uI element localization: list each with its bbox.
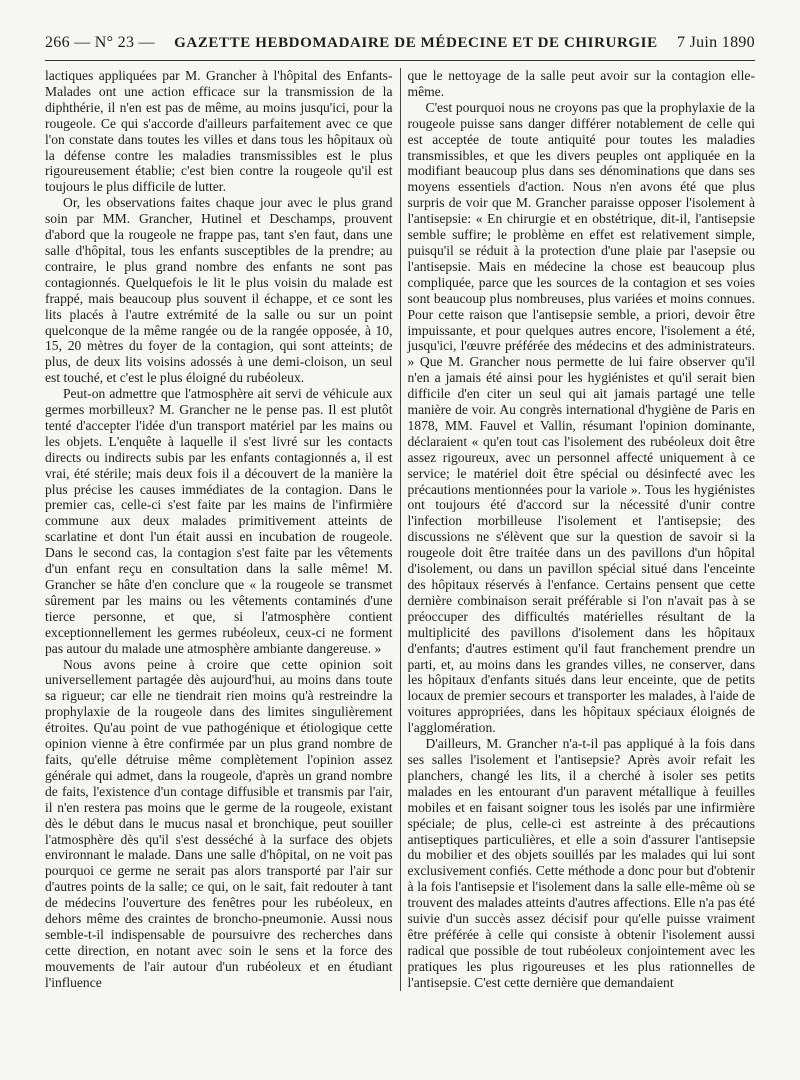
- paragraph: C'est pourquoi nous ne croyons pas que la prophylaxie de la rougeole puisse sans danger différer notablement de celle qui est acceptée de toute antiquité pour toutes les maladies transmissibles, et que les divers peuples ont appliquée en la modifiant beaucoup plus dans ses dénominations que dans ses moyens essentiels d'action. Nous n'en avons été que plus surpris de voir que M. Grancher paraisse opposer l'isolement à l'antisepsie: « En chirurgie et en obstétrique, dit-il, l'antisepsie semble suffire; le problème en effet est relativement simple, puisqu'il se réduit à la protection d'une plaie par l'asepsie ou l'antisepsie. Mais en médecine la chose est beaucoup plus compliquée, parce que les sources de la contagion et ses voies sont beaucoup plus nombreuses, plus variées et moins connues. Pour cette raison que l'antisepsie semble, a priori, devoir être impuissante, et pour quelques autres encore, l'isolement a été, jusqu'ici, l'œuvre préférée des médecins et des administrateurs. » Que M. Grancher nous permette de lui faire observer qu'il n'en a jamais été ainsi pour les hygiénistes et qu'il serait bien difficile d'en citer un seul qui ait jamais partagé une telle manière de voir. Au congrès international d'hygiène de Paris en 1878, MM. Fauvel et Vallin, résumant l'opinion dominante, déclaraient « qu'en tout cas l'isolement des rubéoleux doit être assez rigoureux, avec un personnel affecté uniquement à ce service; le matériel doit être spécial ou désinfecté avec les précautions mentionnées pour la variole ». Tous les hygiénistes ont toujours été d'accord sur la nécessité d'unir contre l'infection morbilleuse l'isolement et l'antisepsie; des discussions ne s'élèvent que sur la question de savoir si la rougeole doit être traitée dans un des pavillons d'un hôpital d'isolement, ou dans un pavillon spécial situé dans l'enceinte des hôpitaux réservés à l'enfance. Certains pensent que cette dernière combinaison serait préférable si l'on n'avait pas à se préoccuper des difficultés matérielles résultant de la multiplicité des pavillons d'isolement dans les hôpitaux d'enfants; d'autres estiment qu'il faut franchement prendre un parti, et, au moins dans les grandes villes, ne conserver, dans les hôpitaux d'enfants situés dans leur enceinte, que de petits locaux de premier secours et transporter les malades, à l'aide de voitures appropriées, dans les hôpitaux spéciaux éloignés de l'agglomération.: [407, 99, 755, 736]
- paragraph: Nous avons peine à croire que cette opinion soit universellement partagée dès aujourd'hui, au moins dans toute sa rigueur; car elle ne tiendrait rien moins qu'à restreindre la prophylaxie de la rougeole dans des limites singulièrement étroites. Qu'au point de vue pathogénique et étiologique cette opinion vienne à être confirmée par un plus grand nombre de faits, qu'elle détruise même complètement l'opinion assez générale qui admet, dans la rougeole, d'après un grand nombre de faits, l'existence d'un contage diffusible et transmis par l'air, il n'en restera pas moins que le germe de la rougeole, existant dès le début dans le mucus nasal et bronchique, peut souiller l'atmosphère dès qu'il s'est desséché à la surface des objets environnant le malade. Dans une salle d'hôpital, on ne voit pas pourquoi ce germe ne serait pas alors transporté par l'air sur d'autres points de la salle; ce qui, on le sait, fait redouter à tant de médecins l'ouverture des fenêtres pour les rubéoleux, en dehors même des craintes de broncho-pneumonie. Aussi nous semble-t-il indispensable de poursuivre des recherches dans cette direction, en notant avec soin le sens et la force des mouvements de l'air autour d'un rubéoleux et en étudiant l'influence: [45, 656, 393, 990]
- paragraph: D'ailleurs, M. Grancher n'a-t-il pas appliqué à la fois dans ses salles l'isolement et l'antisepsie? Après avoir refait les planchers, changé les lits, il a cherché à isoler ses petits malades en les entourant d'un paravent métallique à feuilles mobiles et en faisant soigner tous les isolés par une infirmière spéciale; de plus, celle-ci est astreinte à des précautions antiseptiques particulières, et elle a soin d'assurer l'antisepsie du mobilier et des objets souillés par les malades qui lui sont exclusivement confiés. Cette méthode a donc pour but d'obtenir à la fois l'antisepsie et l'isolement dans la salle elle-même où se trouvent des malades atteints d'autres affections. Elle n'a pas été suivie d'un succès assez décisif pour qu'elle puisse vraiment être préférée à celle qui consiste à obtenir l'isolement aussi radical que possible de tout rubéoleux conjointement avec les pratiques les plus rigoureuses et les plus rationnelles de l'antisepsie. C'est cette dernière que demandaient: [407, 736, 755, 990]
- article-columns: [45, 68, 755, 991]
- paragraph: Or, les observations faites chaque jour avec le plus grand soin par MM. Grancher, Hutinel et Deschamps, prouvent d'abord que la rougeole ne frappe pas, tant s'en faut, dans une salle d'hôpital, tous les enfants susceptibles de la prendre; au contraire, le plus grand nombre des enfants ne sont pas contagionnés. Quelquefois le lit le plus voisin du malade est frappé, mais beaucoup plus souvent il échappe, et ce sont les lits placés à l'autre extrémité de la salle ou sur un point quelconque de la même rangée ou de la rangée opposée, à 10, 15, 20 mètres du foyer de la contagion, qui sont atteints; de plus, de deux lits voisins adossés à une demi-cloison, un seul est touché, et c'est le plus éloigné du rubéoleux.: [45, 195, 393, 386]
- page-header: [45, 34, 755, 61]
- right-column: [408, 68, 756, 991]
- paragraph: que le nettoyage de la salle peut avoir sur la contagion elle-même.: [407, 68, 755, 99]
- left-column: [45, 68, 393, 991]
- issue-date: 7 Juin 1890: [677, 34, 755, 51]
- journal-title: GAZETTE HEBDOMADAIRE DE MÉDECINE ET DE CHIRURGIE: [174, 35, 658, 51]
- paragraph: lactiques appliquées par M. Grancher à l'hôpital des Enfants-Malades ont une action efficace sur la transmission de la diphthérie, il n'en est pas de même, au moins jusqu'ici, pour la rougeole. Ce qui s'accorde d'ailleurs parfaitement avec ce que l'on constate dans toutes les villes et dans tous les hôpitaux où la défense contre les maladies transmissibles est le plus rigoureusement établie; c'est bien contre la rougeole qu'il est toujours le plus difficile de lutter.: [45, 68, 393, 195]
- column-divider: [400, 68, 401, 991]
- paragraph: Peut-on admettre que l'atmosphère ait servi de véhicule aux germes morbilleux? M. Grancher ne le pense pas. Il est plutôt tenté d'accepter l'idée d'un transport matériel par les mains ou les objets. L'enquête à laquelle il s'est livré sur les contacts directs ou indirects subis par les enfants contagionnés a, il est vrai, été stérile; mais deux fois il a découvert de la manière la plus précise les causes immédiates de la contagion. Dans le premier cas, celle-ci s'est faite par les mains de l'infirmière commune aux deux malades primitivement atteints de scarlatine et dont l'un était aussi en incubation de rougeole. Dans le second cas, la contagion s'est faite par les vêtements d'un enfant reçu en consultation dans la salle même! M. Grancher se hâte d'en conclure que « la rougeole se transmet sûrement par les mains ou les vêtements contaminés d'une tierce personne, et que, si l'atmosphère contient exceptionnellement les germes rubéoleux, ceux-ci ne forment pas autour du malade une atmosphère ambiante dangereuse. »: [45, 386, 393, 656]
- page-number: 266 — N° 23 —: [45, 34, 155, 51]
